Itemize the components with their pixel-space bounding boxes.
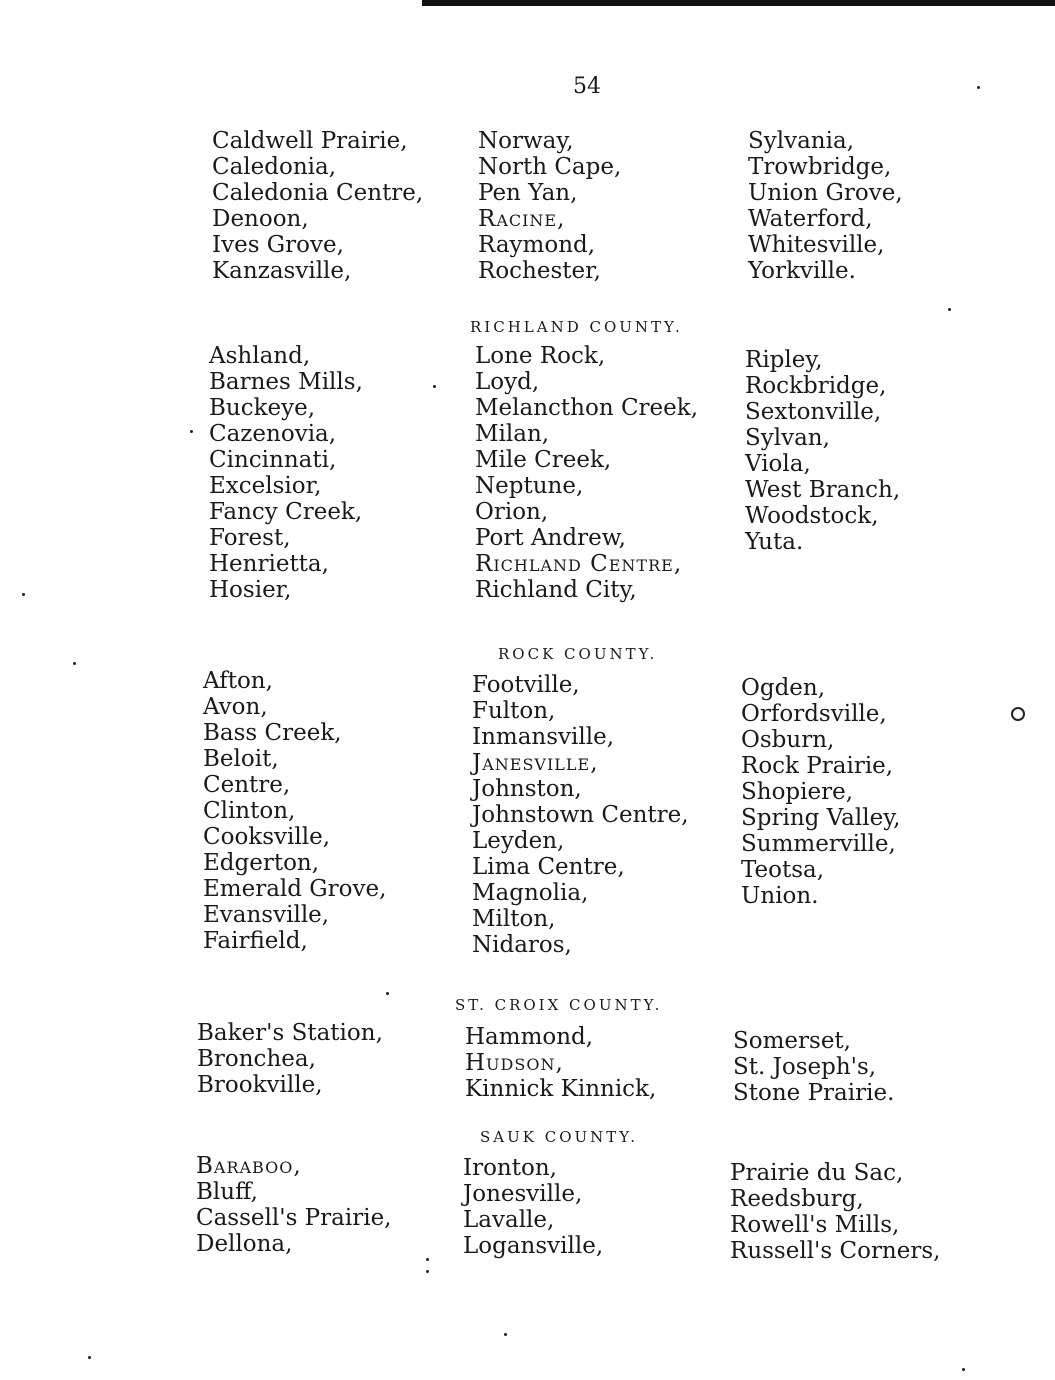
place-name: Lavalle, (463, 1207, 555, 1233)
place-name: Richland City, (475, 577, 637, 603)
scan-speck (190, 430, 193, 433)
place-name: Rock Prairie, (741, 753, 894, 779)
place-name: Afton, (203, 668, 273, 694)
place-name: Reedsburg, (730, 1186, 864, 1212)
scan-ring-mark (1011, 707, 1025, 721)
place-name: Ogden, (741, 675, 826, 701)
place-name: Orfordsville, (741, 701, 887, 727)
scan-speck (22, 593, 25, 596)
place-name: Yuta. (745, 529, 804, 555)
place-name: Caldwell Prairie, (212, 128, 408, 154)
place-name: Sextonville, (745, 399, 882, 425)
place-name: Edgerton, (203, 850, 320, 876)
place-name: Clinton, (203, 798, 296, 824)
scan-speck (73, 662, 76, 665)
place-name: Forest, (209, 525, 291, 551)
place-name: Union Grove, (748, 180, 903, 206)
scan-speck (426, 1258, 429, 1261)
place-name: Buckeye, (209, 395, 316, 421)
place-name: Trowbridge, (748, 154, 892, 180)
place-name: Footville, (472, 672, 580, 698)
place-name: Union. (741, 883, 819, 909)
county-heading-rock: ROCK COUNTY. (498, 645, 658, 663)
scan-speck (88, 1356, 91, 1359)
place-name: Cincinnati, (209, 447, 337, 473)
county-heading-sauk: SAUK COUNTY. (480, 1128, 639, 1146)
section-2-col-2 (472, 672, 689, 958)
place-name: Waterford, (748, 206, 873, 232)
scan-speck (962, 1368, 965, 1371)
place-name: Brookville, (197, 1072, 323, 1098)
place-name: Beloit, (203, 746, 279, 772)
place-name: Bluff, (196, 1179, 258, 1205)
section-1-col-1 (209, 343, 363, 603)
scan-speck (426, 1270, 429, 1273)
section-0-col-2 (478, 128, 621, 284)
page-number: 54 (573, 74, 601, 99)
place-name: Ironton, (463, 1155, 557, 1181)
place-name: Johnston, (472, 776, 582, 802)
place-name: Russell's Corners, (730, 1238, 941, 1264)
place-name: Woodstock, (745, 503, 879, 529)
section-4-col-3 (730, 1160, 940, 1264)
place-name: Cassell's Prairie, (196, 1205, 392, 1231)
county-seat-name: Racine, (478, 206, 566, 232)
place-name: Inmansville, (472, 724, 615, 750)
place-name: Port Andrew, (475, 525, 626, 551)
place-name: Prairie du Sac, (730, 1160, 904, 1186)
section-1-col-3 (745, 347, 900, 555)
place-name: Kanzasville, (212, 258, 352, 284)
place-name: Nidaros, (472, 932, 572, 958)
section-3-col-2 (465, 1024, 656, 1102)
place-name: Orion, (475, 499, 549, 525)
place-name: Mile Creek, (475, 447, 612, 473)
section-4-col-2 (463, 1155, 603, 1259)
place-name: Evansville, (203, 902, 330, 928)
section-3-col-3 (733, 1028, 894, 1106)
place-name: Kinnick Kinnick, (465, 1076, 657, 1102)
place-name: Cooksville, (203, 824, 331, 850)
place-name: Magnolia, (472, 880, 589, 906)
place-name: Cazenovia, (209, 421, 337, 447)
section-0-col-3 (748, 128, 903, 284)
place-name: Pen Yan, (478, 180, 578, 206)
place-name: Norway, (478, 128, 574, 154)
place-name: Fancy Creek, (209, 499, 363, 525)
place-name: Ripley, (745, 347, 823, 373)
top-rule (422, 0, 1055, 6)
place-name: Ives Grove, (212, 232, 344, 258)
place-name: Rochester, (478, 258, 601, 284)
county-seat-name: Richland Centre, (475, 551, 683, 577)
place-name: Caledonia Centre, (212, 180, 424, 206)
place-name: Denoon, (212, 206, 309, 232)
place-name: Centre, (203, 772, 291, 798)
place-name: Whitesville, (748, 232, 885, 258)
place-name: Fulton, (472, 698, 556, 724)
section-2-col-1 (203, 668, 386, 954)
county-seat-name: Janesville, (472, 750, 599, 776)
scan-speck (433, 385, 436, 388)
place-name: Henrietta, (209, 551, 329, 577)
place-name: Jonesville, (463, 1181, 583, 1207)
county-heading-st-croix: ST. CROIX COUNTY. (455, 996, 663, 1014)
place-name: Rowell's Mills, (730, 1212, 900, 1238)
place-name: Leyden, (472, 828, 565, 854)
place-name: Loyd, (475, 369, 540, 395)
county-seat-name: Baraboo, (196, 1153, 302, 1179)
place-name: Bass Creek, (203, 720, 342, 746)
place-name: Logansville, (463, 1233, 604, 1259)
place-name: Raymond, (478, 232, 596, 258)
scan-speck (504, 1333, 507, 1336)
place-name: West Branch, (745, 477, 901, 503)
place-name: Barnes Mills, (209, 369, 363, 395)
place-name: North Cape, (478, 154, 622, 180)
place-name: Summerville, (741, 831, 896, 857)
section-1-col-2 (475, 343, 698, 603)
place-name: Shopiere, (741, 779, 854, 805)
place-name: Lone Rock, (475, 343, 606, 369)
place-name: Rockbridge, (745, 373, 887, 399)
place-name: Viola, (745, 451, 811, 477)
place-name: Osburn, (741, 727, 835, 753)
section-0-col-1 (212, 128, 423, 284)
place-name: Neptune, (475, 473, 584, 499)
county-heading-richland: RICHLAND COUNTY. (470, 318, 683, 336)
place-name: Hosier, (209, 577, 292, 603)
place-name: Milan, (475, 421, 550, 447)
place-name: Sylvania, (748, 128, 855, 154)
place-name: Ashland, (209, 343, 311, 369)
place-name: Milton, (472, 906, 556, 932)
place-name: Johnstown Centre, (472, 802, 689, 828)
section-4-col-1 (196, 1153, 392, 1257)
place-name: Lima Centre, (472, 854, 625, 880)
place-name: Caledonia, (212, 154, 337, 180)
scan-speck (386, 992, 389, 995)
place-name: Hammond, (465, 1024, 594, 1050)
scan-speck (977, 86, 980, 89)
place-name: Somerset, (733, 1028, 851, 1054)
place-name: Excelsior, (209, 473, 322, 499)
scan-speck (948, 308, 951, 311)
place-name: Dellona, (196, 1231, 293, 1257)
county-seat-name: Hudson, (465, 1050, 564, 1076)
place-name: Avon, (203, 694, 268, 720)
place-name: Emerald Grove, (203, 876, 387, 902)
place-name: Yorkville. (748, 258, 856, 284)
place-name: Baker's Station, (197, 1020, 383, 1046)
section-2-col-3 (741, 675, 900, 909)
place-name: Teotsa, (741, 857, 825, 883)
place-name: Bronchea, (197, 1046, 316, 1072)
place-name: Spring Valley, (741, 805, 901, 831)
place-name: Stone Prairie. (733, 1080, 895, 1106)
section-3-col-1 (197, 1020, 383, 1098)
place-name: Fairfield, (203, 928, 308, 954)
place-name: Sylvan, (745, 425, 830, 451)
place-name: Melancthon Creek, (475, 395, 699, 421)
place-name: St. Joseph's, (733, 1054, 877, 1080)
